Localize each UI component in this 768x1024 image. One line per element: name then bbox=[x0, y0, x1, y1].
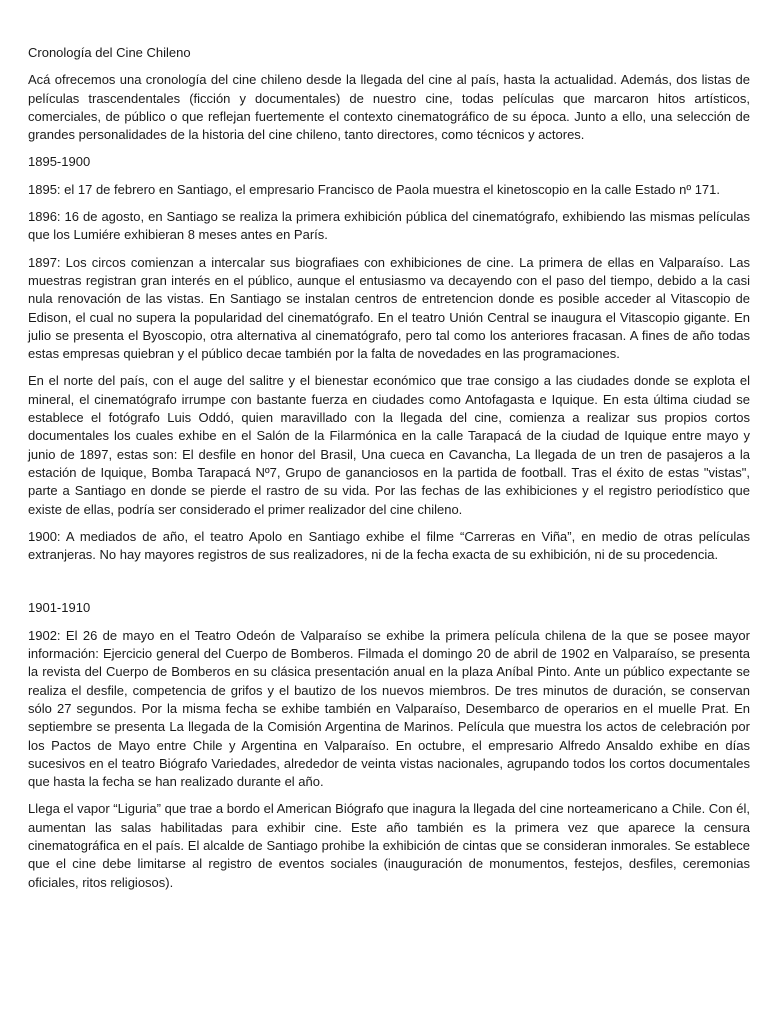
section-spacer bbox=[28, 573, 750, 599]
paragraph-1900: 1900: A mediados de año, el teatro Apolo en Santiago exhibe el filme “Carreras en Viña”, en medio de otras películas extranjeras. No hay mayores registros de sus realizadores, ni de la fecha exacta de su exhibición, ni de su procedencia. bbox=[28, 528, 750, 563]
section-heading-1901-1910: 1901-1910 bbox=[28, 600, 91, 616]
paragraph-1897: 1897: Los circos comienzan a intercalar sus biografiaes con exhibiciones de cine. La primera de ellas en Valparaíso. Las muestras registran gran interés en el público, aunque el entusiasmo va decayendo con el paso del tiempo, debido a la casi nula renovación de las vistas. En Santiago se instalan centros de entretencion donde es posible acceder al Vitascopio de Edison, el cual no supera la popularidad del cinematógrafo. En el teatro Unión Central se inaugura el Vitascopio gigante. En julio se presenta el Byoscopio, otra alternativa al cinematógrafo, pero tal como los anteriores fracasan. A fines de año todas estas empresas quiebran y el público decae también por la falta de novedades en las programaciones. bbox=[28, 254, 750, 362]
paragraph-liguria: Llega el vapor “Liguria” que trae a bordo el American Biógrafo que inagura la llegada del cine norteamericano a Chile. Con él, aumentan las salas habilitadas para exhibir cine. Este año también es la primera vez que aparece la censura cinematográfica en el país. El alcalde de Santiago prohibe la exhibición de cintas que se consideran inmorales. Se establece que el cine debe limitarse al registro de eventos sociales (inauguración de monumentos, festejos, desfiles, ceremonias oficiales, ritos religiosos). bbox=[28, 801, 750, 890]
paragraph-norte: En el norte del país, con el auge del salitre y el bienestar económico que trae consigo a las ciudades donde se explota el mineral, el cinematógrafo irrumpe con bastante fuerza en ciudades como Antofagasta e Iquique. En esta última ciudad se establece el fotógrafo Luis Oddó, quien maravillado con la llegada del cine, comienza a realizar sus propios cortos documentales los cuales exhibe en el Salón de la Filarmónica en la calle Tarapacá de la ciudad de Iquique entre mayo y junio de 1897, estas son: El desfile en honor del Brasil, Una cueca en Cavancha, La llegada de un tren de pasajeros a la estación de Iquique, Bomba Tarapacá Nº7, Grupo de gananciosos en la partida de football. Tras el éxito de estas "vistas", parte a Santiago en donde se pierde el rastro de su vida. Por las fechas de las exhibiciones y el registro periodístico que existe de ellas, podría ser considerado el primer realizador del cine chileno. bbox=[28, 373, 750, 517]
document-title: Cronología del Cine Chileno bbox=[28, 45, 191, 60]
paragraph-1896: 1896: 16 de agosto, en Santiago se realiza la primera exhibición pública del cinematógrafo, exhibiendo las mismas películas que los Lumiére exhibieran 8 meses antes en París. bbox=[28, 209, 750, 243]
paragraph-1902: 1902: El 26 de mayo en el Teatro Odeón de Valparaíso se exhibe la primera película chilena de la que se posee mayor información: Ejercicio general del Cuerpo de Bomberos. Filmada el domingo 20 de abril de 1902 en Valparaíso, se presenta la revista del Cuerpo de Bomberos en su clásica presentación anual en la plaza Aníbal Pinto. Ante un público expectante se realiza el desfile, competencia de grifos y el bautizo de los nuevos miembros. De tres minutos de duración, se conservan sólo 27 segundos. Por la misma fecha se exhibe también en Valparaíso, Desembarco de operarios en el muelle Prat. En septiembre se presenta La llegada de la Comisión Argentina de Marinos. Película que muestra los actos de celebración por los Pactos de Mayo entre Chile y Argentina en Valparaíso. En octubre, el empresario Alfredo Ansaldo exhibe en días sucesivos en el teatro Biógrafo Variedades, alrededor de veinta vistas nacionales, agrupando todos los cortos documentales que hasta la fecha se han realizado durante el año. bbox=[28, 627, 750, 790]
intro-paragraph: Acá ofrecemos una cronología del cine chileno desde la llegada del cine al país, hasta la actualidad. Además, dos listas de películas trascendentales (ficción y documentales) de nuestro cine, todas películas que marcaron hitos artísticos, comerciales, de público o que reflejan fuertemente el contexto cinematográfico de su época. Junto a ello, una selección de grandes personalidades de la historia del cine chileno, tanto directores, como técnicos y actores. bbox=[28, 72, 750, 143]
paragraph-1895: 1895: el 17 de febrero en Santiago, el empresario Francisco de Paola muestra el kinetoscopio en la calle Estado nº 171. bbox=[28, 181, 721, 197]
section-heading-1895-1900: 1895-1900 bbox=[28, 154, 91, 170]
document-page bbox=[28, 44, 750, 901]
